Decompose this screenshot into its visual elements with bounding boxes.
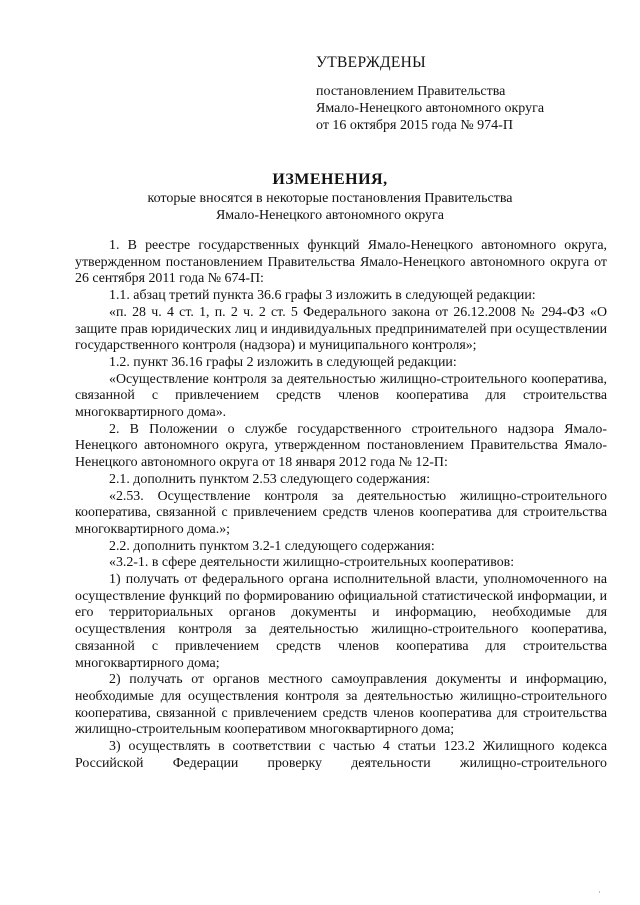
paragraph: 1.2. пункт 36.16 графы 2 изложить в следующей редакции: [109,354,457,370]
approval-heading: УТВЕРЖДЕНЫ [316,54,426,71]
document-title-block [60,170,600,224]
paragraph: 3) осуществлять в соответствии с частью 4 статьи 123.2 Жилищного кодекса Российской Федерации проверку деятельности жилищно-строительного [75,739,607,771]
document-body [75,238,607,773]
approval-block [316,54,616,134]
paragraph: 2) получать от органов местного самоуправления документы и информацию, необходимые для осуществления контроля за деятельностью жилищно-строительного кооператива, связанной с привлечением средств членов кооператива для строительства жилищно-строительным кооперативом многоквартирного дома; [75,672,607,738]
document-subtitle-line: Ямало-Ненецкого автономного округа [215,208,445,223]
document-title: ИЗМЕНЕНИЯ, [272,171,388,188]
paragraph: «3.2-1. в сфере деятельности жилищно-строительных кооперативов: [109,555,515,571]
approval-line: от 16 октября 2015 года № 974-П [316,118,513,133]
paragraph: «Осуществление контроля за деятельностью жилищно-строительного кооператива, связанной с привлечением средств членов кооператива для строительства многоквартирного дома». [75,371,607,421]
paragraph: 2.2. дополнить пунктом 3.2-1 следующего содержания: [109,538,435,554]
page-mark: · [598,887,601,897]
paragraph: 1. В реестре государственных функций Ямало-Ненецкого автономного округа, утвержденном постановлением Правительства Ямало-Ненецкого автономного округа от 26 сентября 2011 года № 674-П: [75,238,607,287]
paragraph: «2.53. Осуществление контроля за деятельностью жилищно-строительного кооператива, связанной с привлечением средств членов кооператива для строительства многоквартирного дома.»; [75,488,607,537]
approval-line: постановлением Правительства [316,84,506,99]
paragraph: 2. В Положении о службе государственного строительного надзора Ямало-Ненецкого автономного округа, утвержденном постановлением Правительства Ямало-Ненецкого автономного округа от 18 января 2012 года № 12-П: [75,421,607,471]
paragraph: «п. 28 ч. 4 ст. 1, п. 2 ч. 2 ст. 5 Федерального закона от 26.12.2008 № 294-ФЗ «О защите прав юридических лиц и индивидуальных предпринимателей при осуществлении государственного контроля (надзора) и муниципального контроля»; [75,304,607,354]
paragraph: 2.1. дополнить пунктом 2.53 следующего содержания: [109,471,431,487]
document-subtitle-line: которые вносятся в некоторые постановления Правительства [147,191,513,206]
approval-line: Ямало-Ненецкого автономного округа [316,101,545,116]
paragraph: 1) получать от федерального органа исполнительной власти, уполномоченного на осуществление функций по формированию официальной статистической информации, и его территориальных органов документы и информацию, необходимые для осуществления контроля за деятельностью жилищно-строительного кооператива, связанной с привлечением средств членов кооператива для строительства многоквартирного дома; [75,572,607,671]
paragraph: 1.1. абзац третий пункта 36.6 графы 3 изложить в следующей редакции: [109,288,536,304]
